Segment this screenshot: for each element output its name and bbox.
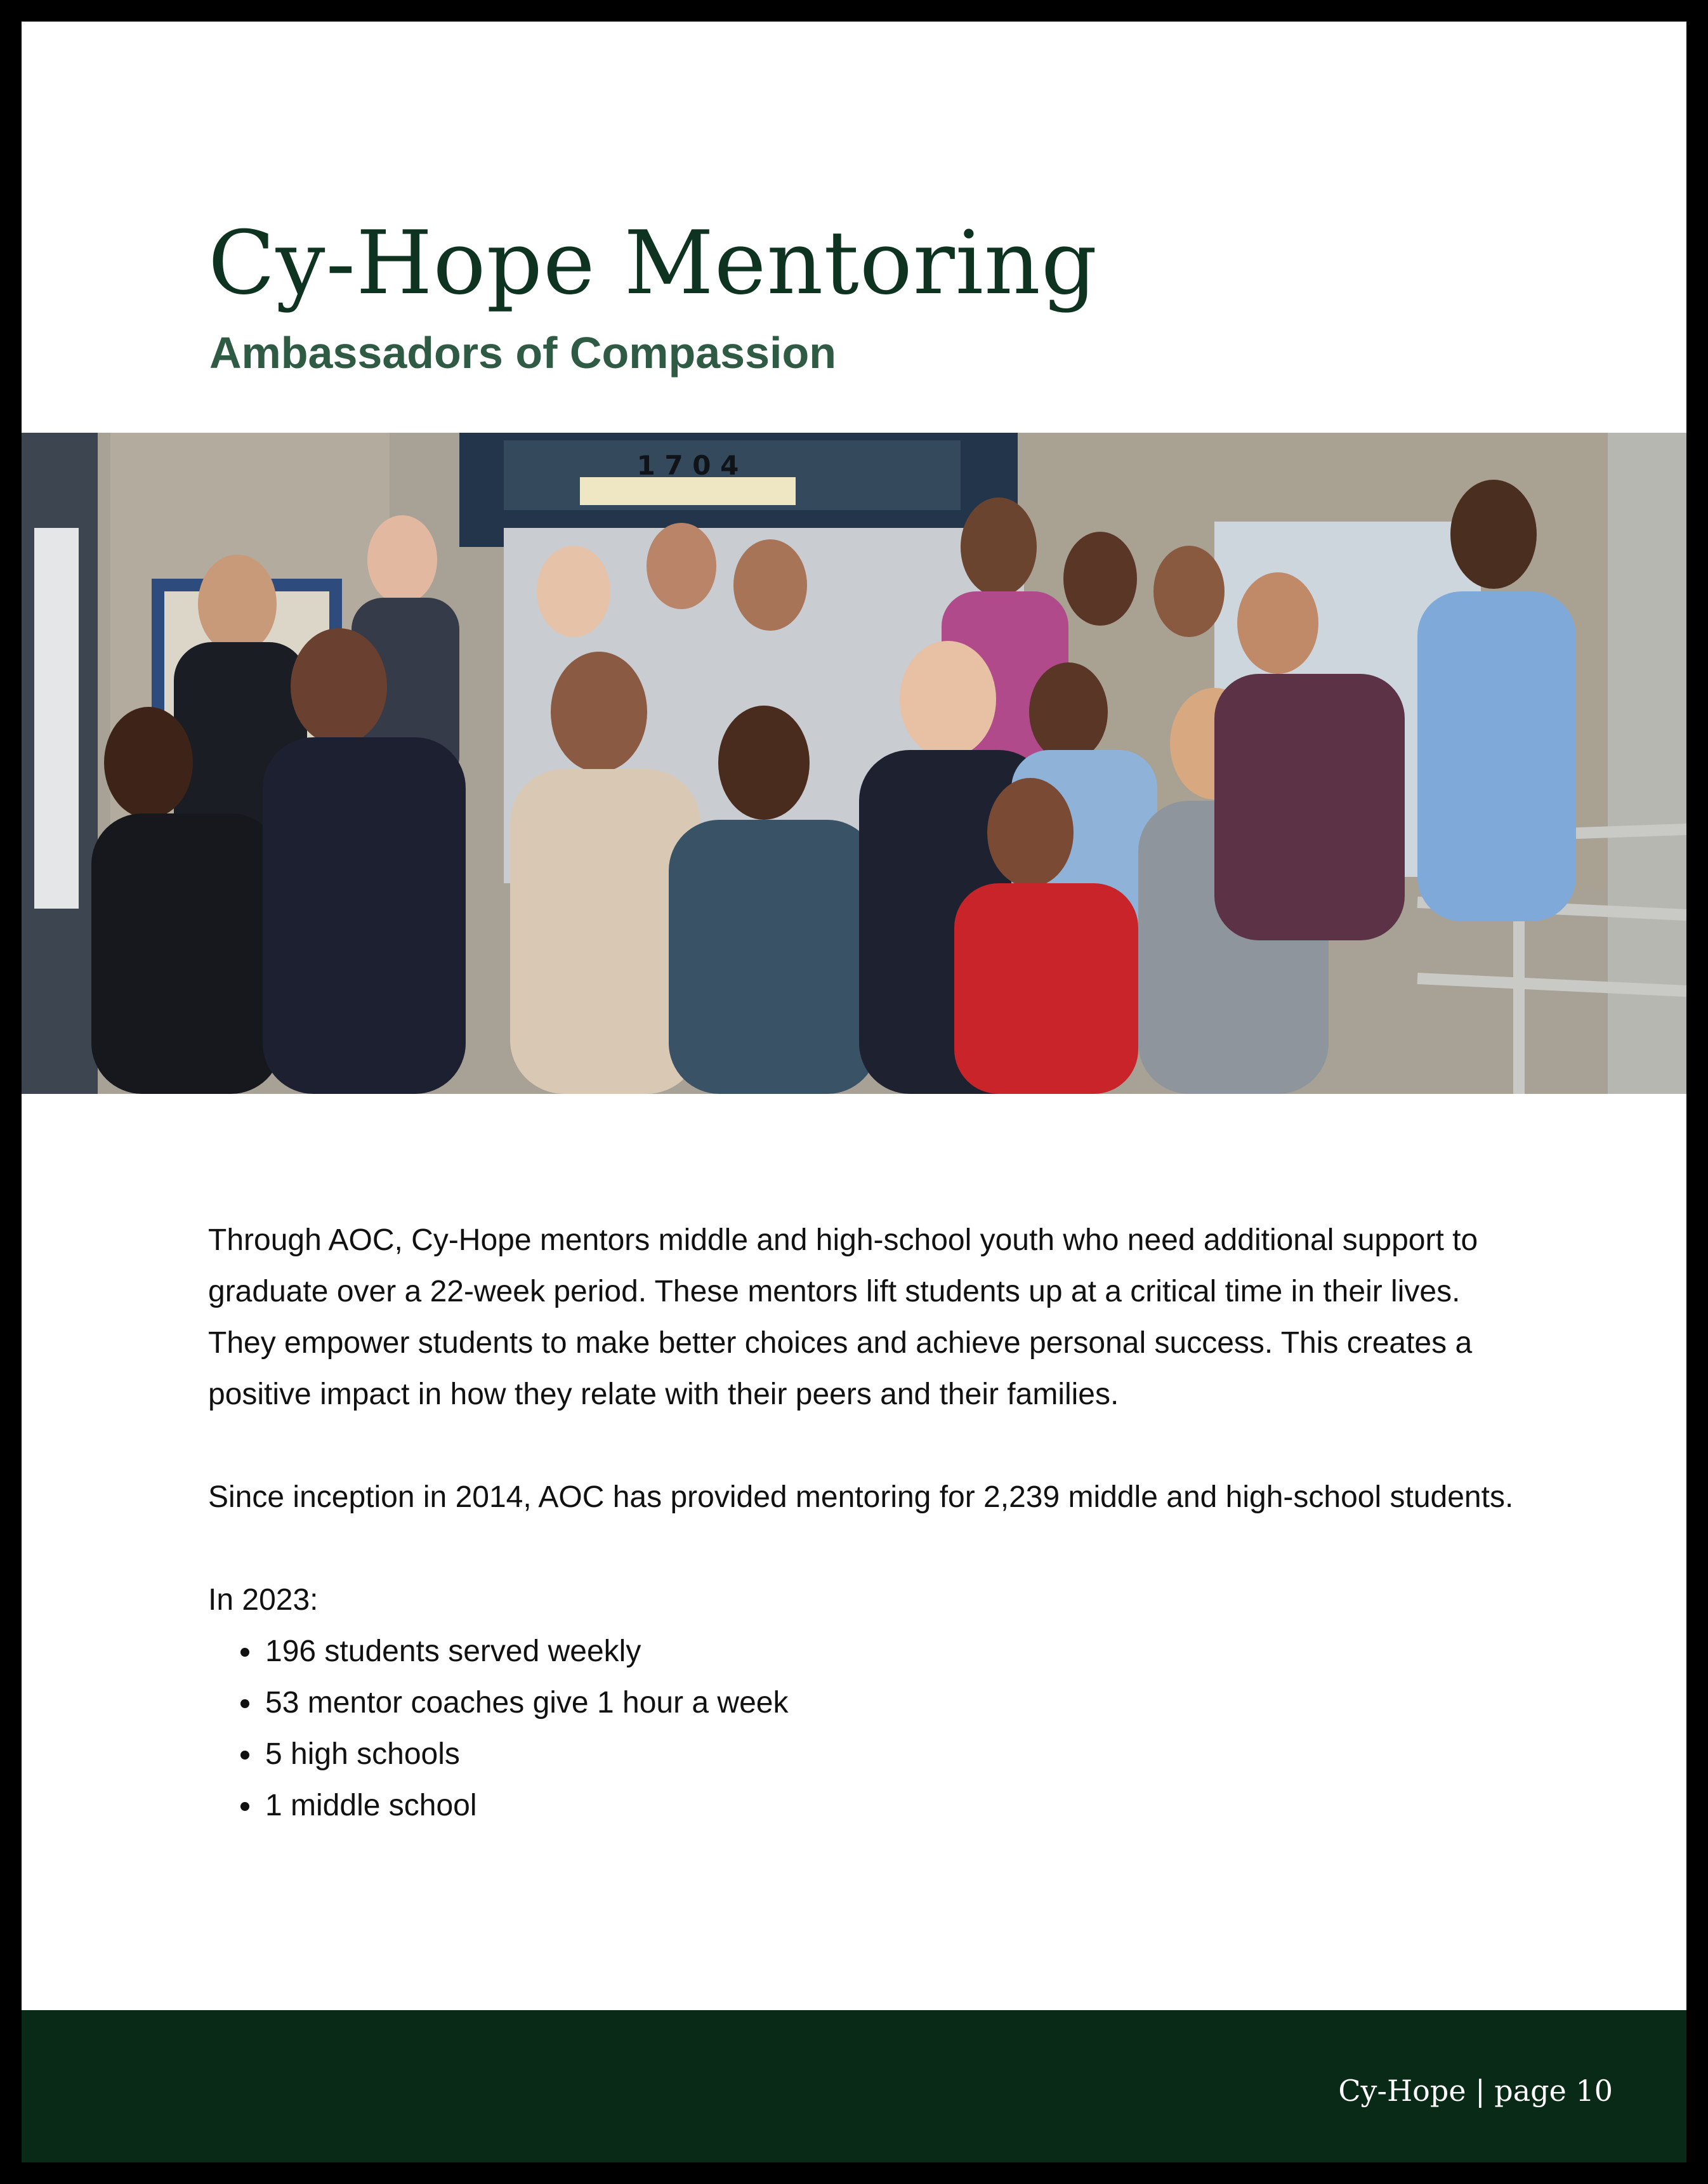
building-number: 1 7 0 4 xyxy=(636,450,739,481)
paragraph-inception: Since inception in 2014, AOC has provided mentoring for 2,239 middle and high-school students. xyxy=(208,1480,1514,1514)
stats-list xyxy=(208,1626,1534,1831)
group-photo xyxy=(22,433,1686,1094)
document-page xyxy=(22,22,1686,2162)
footer-bar xyxy=(22,2010,1686,2162)
body-text xyxy=(208,1214,1534,1831)
list-item: • 5 high schools xyxy=(263,1728,1534,1780)
page-subtitle: Ambassadors of Compassion xyxy=(209,328,836,378)
list-item: • 53 mentor coaches give 1 hour a week xyxy=(263,1677,1534,1728)
footer-page-label: Cy-Hope | page 10 xyxy=(1338,2074,1613,2108)
list-item: • 1 middle school xyxy=(263,1780,1534,1831)
list-intro: In 2023: xyxy=(208,1583,319,1617)
list-item: • 196 students served weekly xyxy=(263,1626,1534,1677)
page-title: Cy-Hope Mentoring xyxy=(208,212,1098,314)
paragraph-intro: Through AOC, Cy-Hope mentors middle and high-school youth who need additional support to graduate over a 22-week period. These mentors lift students up at a critical time in their lives. They empower students to make better choices and achieve personal success. This creates a positive impact in how they relate with their peers and their families. xyxy=(208,1223,1478,1411)
